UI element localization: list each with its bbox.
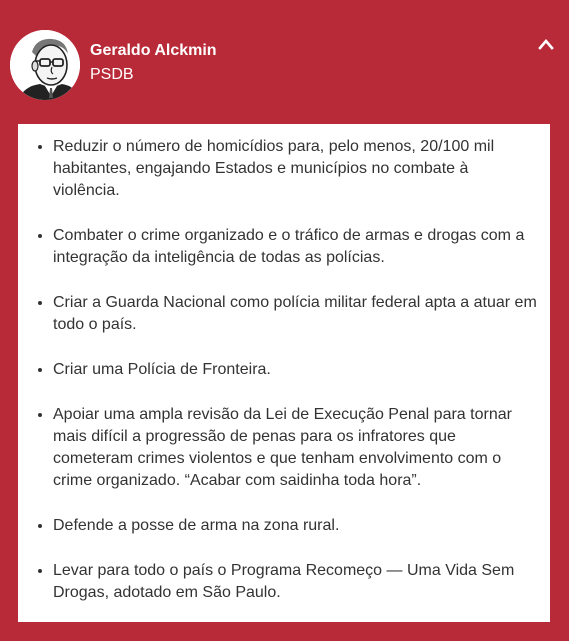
list-item: • Reduzir o número de homicídios para, pelo menos, 20/100 mil habitantes, engajando Estados e municípios no combate à violência.	[53, 136, 538, 202]
chevron-up-icon[interactable]	[534, 34, 558, 56]
list-item: • Criar a Guarda Nacional como polícia militar federal apta a atuar em todo o país.	[53, 292, 538, 336]
candidate-name: Geraldo Alckmin	[90, 42, 217, 59]
list-item: • Apoiar uma ampla revisão da Lei de Execução Penal para tornar mais difícil a progressão de penas para os infratores que cometeram crimes violentos e que tenham envolvimento com o crime organizado. “Acabar com saidinha toda hora”.	[53, 404, 538, 492]
list-item: • Defende a posse de arma na zona rural.	[53, 515, 538, 537]
candidate-header[interactable]	[0, 0, 569, 120]
avatar	[10, 30, 80, 100]
list-item: • Levar para todo o país o Programa Recomeço — Uma Vida Sem Drogas, adotado em São Paulo.	[53, 560, 538, 604]
candidate-party: PSDB	[90, 66, 134, 83]
proposals-panel	[18, 124, 550, 622]
list-item: • Combater o crime organizado e o tráfico de armas e drogas com a integração da inteligência de todas as polícias.	[53, 225, 538, 269]
list-item: • Criar uma Polícia de Fronteira.	[53, 359, 538, 381]
proposals-list	[18, 124, 550, 604]
